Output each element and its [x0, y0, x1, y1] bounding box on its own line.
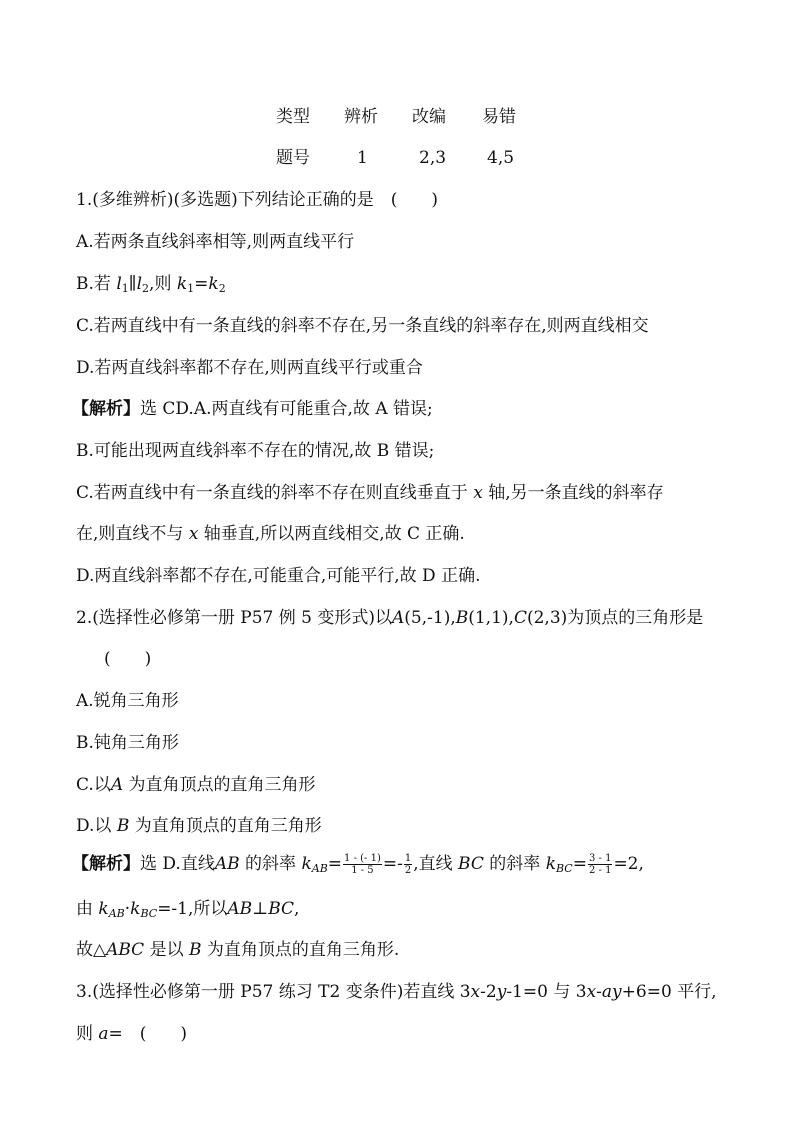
table-header-type: 类型: [276, 107, 310, 127]
q2-analysis-line-2: 由 $k_{AB}\cdot k_{BC}=-1$,所以AB⊥BC,: [76, 899, 300, 920]
q2-analysis-line-3: 故△ABC 是以 B 为直角顶点的直角三角形.: [76, 940, 400, 960]
q2-analysis-line-1: 【解析】选 D.直线AB 的斜率 $k_{AB}=$ $\frac{1 - (- 1)}{1 - 5}$ =- $\frac{1}{2}$ ,直线 BC 的斜率 $k_{BC}=$ $\frac{3 - 1}{2 - 1}$ =2,: [72, 853, 644, 876]
table-cell-3: 4,5: [487, 148, 515, 168]
q3-stem-line-2: 则 a= ( ): [76, 1024, 188, 1044]
analysis-tag: 【解析】: [72, 854, 140, 874]
q1-analysis-line-2: B.可能出现两直线斜率不存在的情况,故 B 错误;: [76, 441, 435, 461]
q1-analysis-line-5: D.两直线斜率都不存在,可能重合,可能平行,故 D 正确.: [76, 566, 481, 586]
q2-stem: 2.(选择性必修第一册 P57 例 5 变形式)以A(5,-1),B(1,1),C(2,3)为顶点的三角形是: [76, 608, 704, 628]
table-cell-2: 2,3: [419, 148, 447, 168]
q3-stem: 3.(选择性必修第一册 P57 练习 T2 变条件)若直线 3x-2y-1=0 与 3x-ay+6=0 平行,: [76, 982, 717, 1002]
table-header-analysis: 辨析: [344, 107, 378, 127]
table-header-adapt: 改编: [412, 107, 446, 127]
q1-stem: 1.(多维辨析)(多选题)下列结论正确的是 ( ): [76, 190, 439, 210]
q2-option-a: A.锐角三角形: [76, 691, 179, 711]
table-header-error: 易错: [482, 107, 516, 127]
table-cell-1: 1: [357, 148, 368, 168]
q1-option-a: A.若两条直线斜率相等,则两直线平行: [76, 232, 355, 252]
table-cell-label: 题号: [276, 148, 310, 168]
q1-analysis-line-1: 【解析】选 CD.A.两直线有可能重合,故 A 错误;: [72, 399, 433, 419]
q2-option-c: C.以A 为直角顶点的直角三角形: [76, 775, 316, 795]
fraction-kbc: $\frac{3 - 1}{2 - 1}$: [588, 853, 612, 876]
q1-analysis-line-3: C.若两直线中有一条直线的斜率不存在则直线垂直于 x 轴,另一条直线的斜率存: [76, 483, 664, 503]
q1-option-c: C.若两直线中有一条直线的斜率不存在,另一条直线的斜率存在,则两直线相交: [76, 316, 649, 336]
fraction-half: $\frac{1}{2}$: [404, 853, 412, 876]
q1-analysis-line-4: 在,则直线不与 x 轴垂直,所以两直线相交,故 C 正确.: [76, 524, 465, 544]
q2-option-b: B.钝角三角形: [76, 733, 179, 753]
analysis-tag: 【解析】: [72, 399, 140, 419]
q1-option-b: B.若 $l_1\parallel l_2$,则 $k_1=k_2$: [76, 274, 226, 295]
q1-option-d: D.若两直线斜率都不存在,则两直线平行或重合: [76, 358, 423, 378]
fraction-kab: $\frac{1 - (- 1)}{1 - 5}$: [344, 853, 381, 876]
q2-option-d: D.以 B 为直角顶点的直角三角形: [76, 816, 322, 836]
q2-answer-paren: ( ): [104, 649, 152, 669]
